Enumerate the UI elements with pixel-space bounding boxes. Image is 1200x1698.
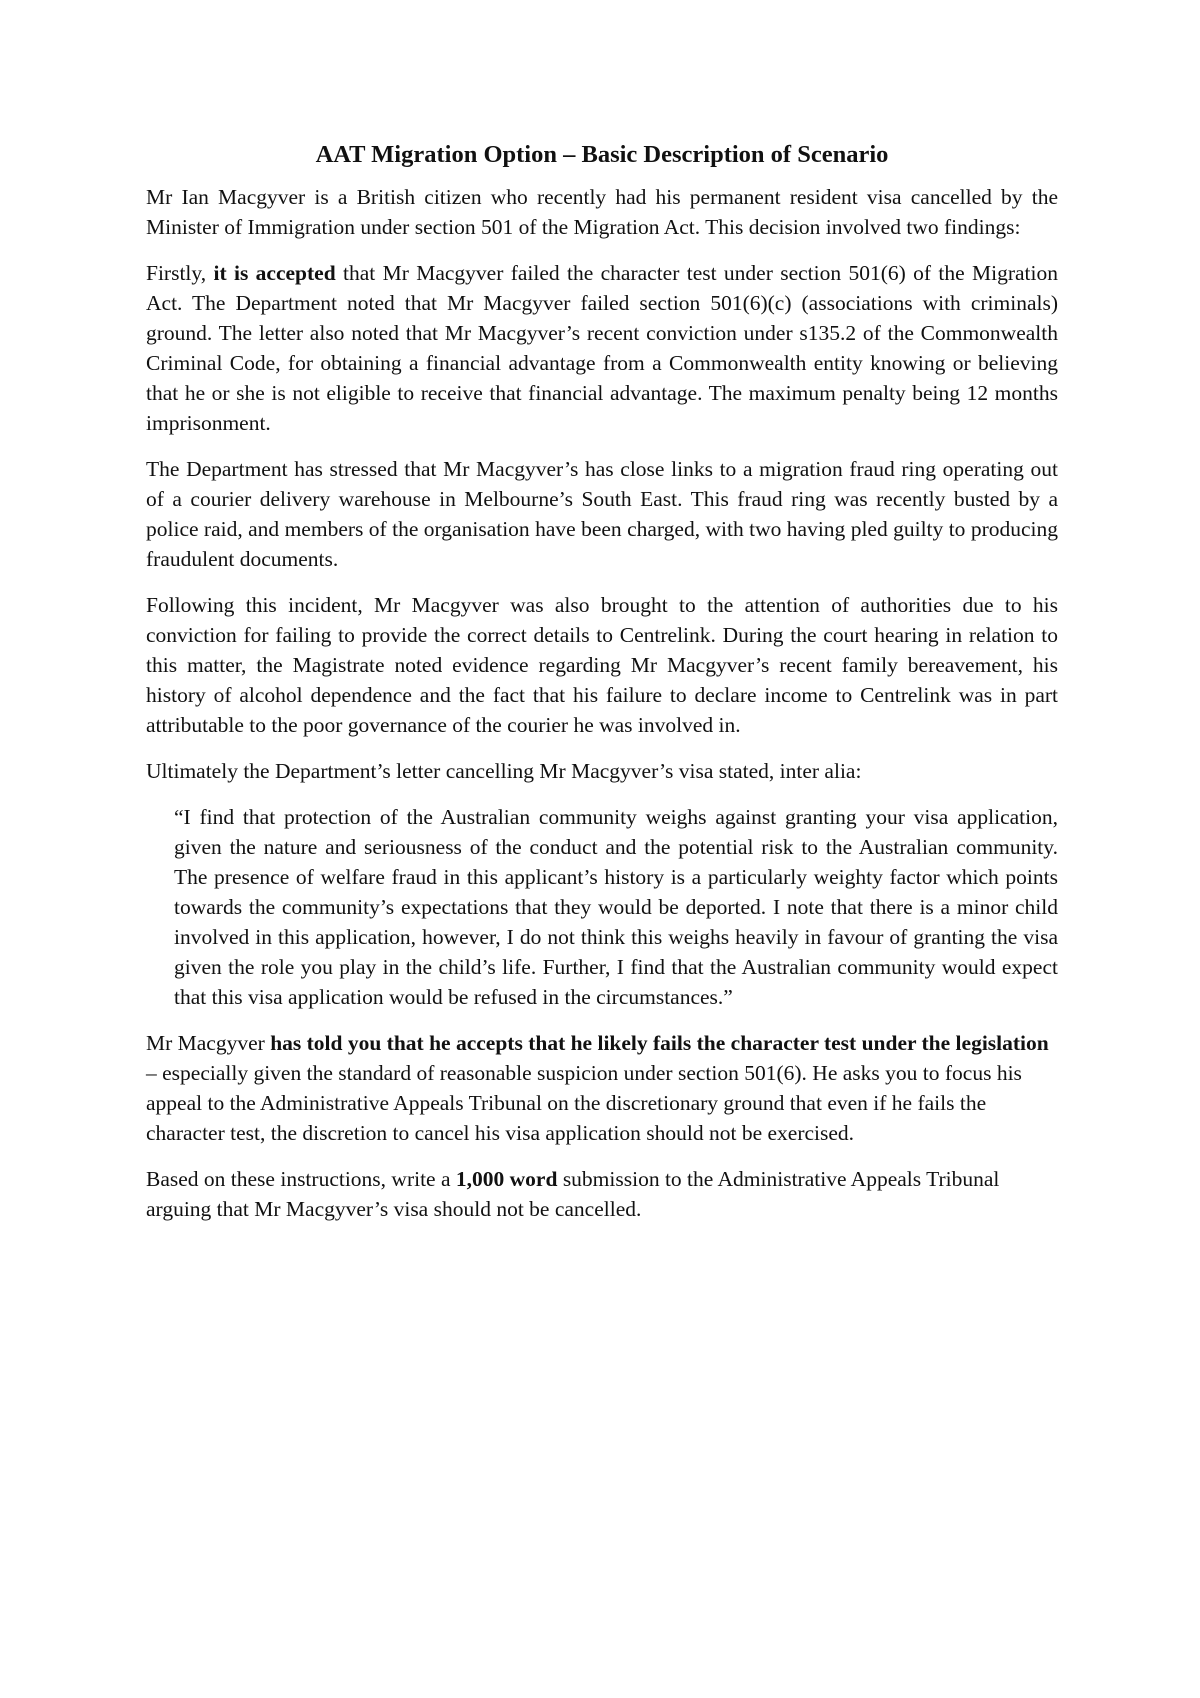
text-run: submission to the Administrative Appeals Tribunal arguing that Mr Macgyver’s visa should not be cancelled. <box>146 1167 1000 1221</box>
bold-phrase-accepts-fails-test: has told you that he accepts that he likely fails the character test under the legislation <box>270 1031 1049 1055</box>
document-title: AAT Migration Option – Basic Description of Scenario <box>315 141 889 168</box>
paragraph-centrelink-conviction: Following this incident, Mr Macgyver was also brought to the attention of authorities due to his conviction for failing to provide the correct details to Centrelink. During the court hearing in relation to this matter, the Magistrate noted evidence regarding Mr Macgyver’s recent family bereavement, his history of alcohol dependence and the fact that his failure to declare income to Centrelink was in part attributable to the poor governance of the courier he was involved in. <box>146 593 1058 737</box>
text-run: Firstly, <box>146 261 214 285</box>
text-run: Based on these instructions, write a <box>146 1167 456 1191</box>
paragraph-first-finding <box>146 258 1058 438</box>
text-run: Mr Macgyver <box>146 1031 271 1055</box>
text-run: that Mr Macgyver failed the character test under section 501(6) of the Migration Act. The Department noted that Mr Macgyver failed section 501(6)(c) (associations with criminals) ground. The letter also noted that Mr Macgyver’s recent conviction under s135.2 of the Commonwealth Criminal Code, for obtaining a financial advantage from a Commonwealth entity knowing or believing that he or she is not eligible to receive that financial advantage. The maximum penalty being 12 months imprisonment. <box>146 261 1059 435</box>
paragraph-introduction: Mr Ian Macgyver is a British citizen who recently had his permanent resident visa cancelled by the Minister of Immigration under section 501 of the Migration Act. This decision involved two findings: <box>146 185 1058 239</box>
block-quote: “I find that protection of the Australian community weighs against granting your visa application, given the nature and seriousness of the conduct and the potential risk to the Australian community. The presence of welfare fraud in this applicant’s history is a particularly weighty factor which points towards the community’s expectations that they would be deported. I note that there is a minor child involved in this application, however, I do not think this weighs heavily in favour of granting the visa given the role you play in the child’s life. Further, I find that the Australian community would expect that this visa application would be refused in the circumstances.” <box>174 805 1058 1009</box>
text-run: – especially given the standard of reasonable suspicion under section 501(6). He asks you to focus his appeal to the Administrative Appeals Tribunal on the discretionary ground that even if he fails the character test, the discretion to cancel his visa application should not be exercised. <box>146 1061 1022 1145</box>
paragraph-instructions <box>146 1028 1058 1148</box>
document-page <box>146 140 1058 1240</box>
bold-phrase-word-count: 1,000 word <box>455 1167 558 1191</box>
bold-phrase-it-is-accepted: it is accepted <box>213 261 336 285</box>
paragraph-task <box>146 1164 1058 1224</box>
paragraph-department-letter: Ultimately the Department’s letter cancelling Mr Macgyver’s visa stated, inter alia: <box>146 759 862 783</box>
paragraph-fraud-ring: The Department has stressed that Mr Macgyver’s has close links to a migration fraud ring operating out of a courier delivery warehouse in Melbourne’s South East. This fraud ring was recently busted by a police raid, and members of the organisation have been charged, with two having pled guilty to producing fraudulent documents. <box>146 457 1058 571</box>
